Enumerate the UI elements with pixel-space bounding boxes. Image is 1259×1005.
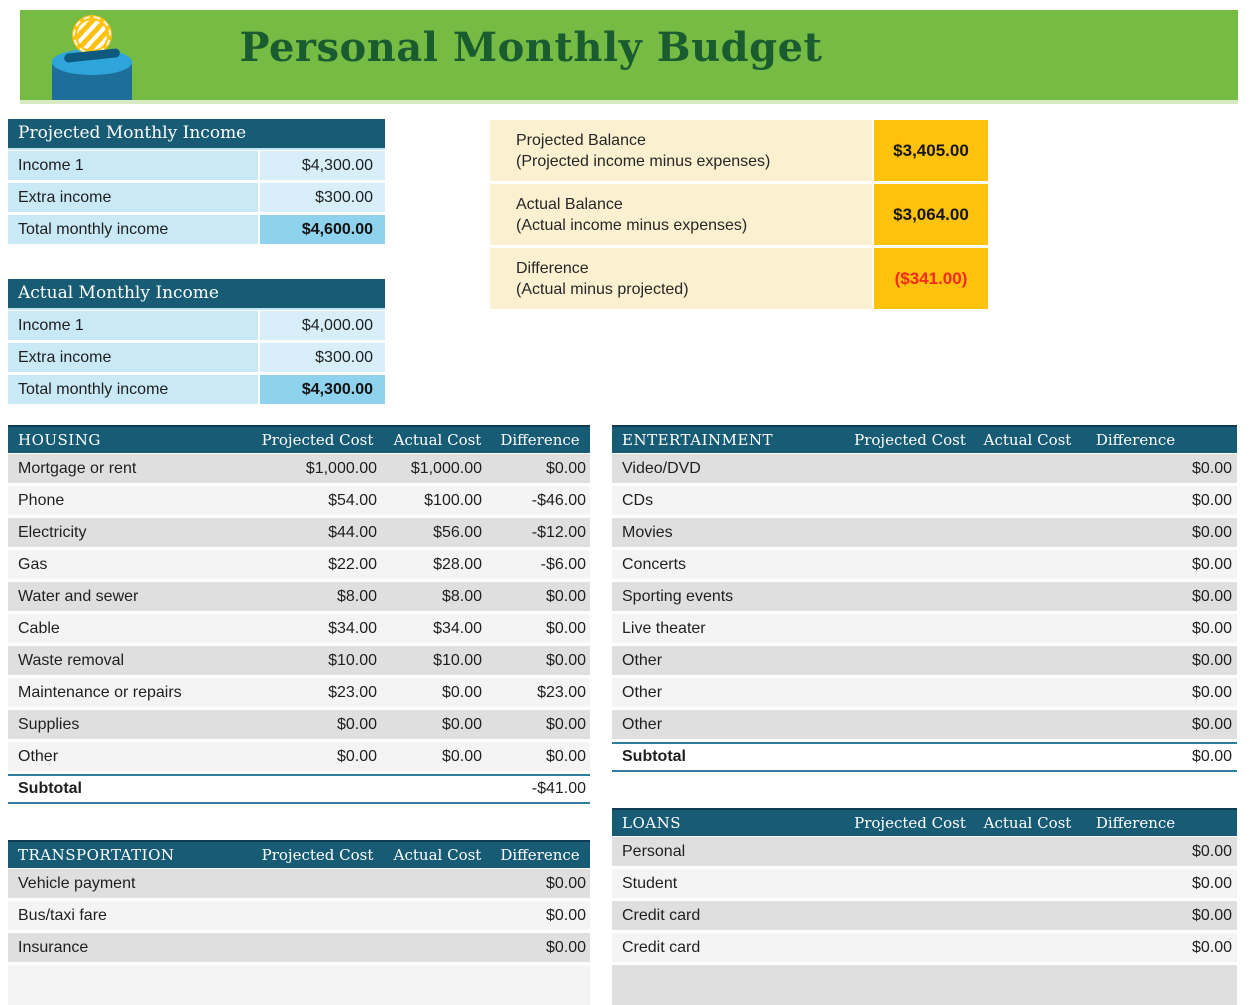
income-total-value-cell[interactable]: $4,300.00: [260, 375, 385, 404]
column-header-projected-cost: Projected Cost: [854, 814, 966, 832]
difference-cell[interactable]: $0.00: [545, 459, 586, 477]
balance-label: Projected Balance: [516, 132, 646, 149]
expense-row: [8, 678, 590, 707]
row-label-cell[interactable]: Other: [622, 651, 663, 669]
expense-row: [8, 582, 590, 611]
difference-cell[interactable]: $0.00: [1191, 491, 1232, 509]
difference-cell[interactable]: -$12.00: [531, 523, 586, 541]
income-row: [8, 343, 385, 372]
balance-value-cell[interactable]: ($341.00): [874, 248, 988, 309]
balance-value-cell[interactable]: $3,405.00: [874, 120, 988, 181]
housing-title: HOUSING: [18, 431, 101, 449]
expense-table-header: [8, 840, 590, 868]
expense-row: [8, 486, 590, 515]
income-total-value-cell[interactable]: $4,600.00: [260, 215, 385, 244]
difference-cell[interactable]: $0.00: [1191, 874, 1232, 892]
loans-table: [612, 808, 1237, 1005]
projected-income-header: Projected Monthly Income: [8, 119, 385, 150]
entertainment-table: [612, 425, 1237, 772]
actual-cost-cell[interactable]: $8.00: [441, 587, 482, 605]
difference-cell[interactable]: $0.00: [1191, 715, 1232, 733]
projected-cost-cell[interactable]: $22.00: [328, 555, 377, 573]
balance-summary-panel: [490, 120, 988, 312]
expense-row: [612, 454, 1237, 483]
projected-cost-cell[interactable]: $54.00: [328, 491, 377, 509]
income-value-cell[interactable]: $300.00: [260, 183, 385, 212]
difference-cell[interactable]: $0.00: [1191, 587, 1232, 605]
income-value-cell[interactable]: $300.00: [260, 343, 385, 372]
column-header-actual-cost: Actual Cost: [983, 431, 1072, 449]
difference-cell[interactable]: $0.00: [1191, 555, 1232, 573]
row-label-cell[interactable]: Other: [622, 683, 663, 701]
difference-cell[interactable]: $0.00: [545, 715, 586, 733]
row-label-cell[interactable]: Sporting events: [622, 587, 734, 605]
row-label-cell[interactable]: Electricity: [18, 523, 87, 541]
expense-row: [8, 646, 590, 675]
income-total-label-cell[interactable]: Total monthly income: [8, 215, 258, 244]
clipped-row: [8, 965, 590, 1005]
subtotal-label-cell[interactable]: Subtotal: [622, 748, 686, 765]
row-label-cell[interactable]: Mortgage or rent: [18, 459, 137, 477]
expense-row: [612, 550, 1237, 579]
row-label-cell[interactable]: Other: [622, 715, 663, 733]
column-header-actual-cost: Actual Cost: [983, 814, 1072, 832]
column-header-difference: Difference: [500, 431, 580, 449]
expense-table-header: [612, 808, 1237, 836]
row-label-cell[interactable]: Maintenance or repairs: [18, 683, 182, 701]
balance-label-cell[interactable]: [490, 120, 872, 181]
difference-cell[interactable]: $0.00: [545, 587, 586, 605]
row-label-cell[interactable]: Other: [18, 747, 59, 765]
row-label-cell[interactable]: Video/DVD: [622, 459, 701, 477]
column-header-projected-cost: Projected Cost: [261, 431, 374, 449]
title-banner: [20, 10, 1238, 104]
clipped-row: [612, 965, 1237, 1005]
difference-cell[interactable]: $0.00: [545, 747, 586, 765]
actual-income-header: Actual Monthly Income: [8, 279, 385, 310]
projected-income-table: [8, 119, 385, 247]
expense-row: [612, 486, 1237, 515]
difference-cell[interactable]: $0.00: [1191, 523, 1232, 541]
row-label-cell[interactable]: Live theater: [622, 619, 706, 637]
income-total-label-cell[interactable]: Total monthly income: [8, 375, 258, 404]
subtotal-difference-cell[interactable]: $0.00: [1191, 748, 1232, 765]
column-header-actual-cost: Actual Cost: [393, 846, 482, 864]
difference-cell[interactable]: $0.00: [1191, 906, 1232, 924]
row-label-cell[interactable]: Cable: [18, 619, 60, 637]
column-header-projected-cost: Projected Cost: [261, 846, 374, 864]
balance-row: [490, 248, 988, 309]
balance-label-cell[interactable]: [490, 248, 872, 309]
expense-row: [612, 901, 1237, 930]
subtotal-difference-cell[interactable]: -$41.00: [531, 780, 586, 797]
actual-cost-cell[interactable]: $28.00: [433, 555, 482, 573]
expense-row: [612, 678, 1237, 707]
row-label-cell[interactable]: Bus/taxi fare: [18, 906, 107, 924]
expense-row: [8, 933, 590, 962]
column-header-difference: Difference: [500, 846, 580, 864]
projected-cost-cell[interactable]: $34.00: [328, 619, 377, 637]
row-label-cell[interactable]: Credit card: [622, 906, 701, 924]
expense-row: [8, 742, 590, 771]
row-label-cell[interactable]: Phone: [18, 491, 65, 509]
expense-row: [8, 710, 590, 739]
row-label-cell[interactable]: CDs: [622, 491, 654, 509]
expense-row: [8, 454, 590, 483]
balance-value-cell[interactable]: $3,064.00: [874, 184, 988, 245]
expense-table-header: [8, 425, 590, 453]
actual-cost-cell[interactable]: $0.00: [441, 747, 482, 765]
difference-cell[interactable]: $0.00: [1191, 651, 1232, 669]
row-label-cell[interactable]: Vehicle payment: [18, 874, 136, 892]
difference-cell[interactable]: $0.00: [545, 619, 586, 637]
actual-cost-cell[interactable]: $56.00: [433, 523, 482, 541]
difference-cell[interactable]: -$46.00: [531, 491, 586, 509]
column-header-difference: Difference: [1095, 814, 1176, 832]
balance-row: [490, 184, 988, 245]
entertainment-title: ENTERTAINMENT: [622, 431, 774, 449]
income-label-cell[interactable]: Income 1: [8, 311, 258, 340]
income-value-cell[interactable]: $4,000.00: [260, 311, 385, 340]
row-label-cell[interactable]: Water and sewer: [18, 587, 139, 605]
balance-label-cell[interactable]: [490, 184, 872, 245]
expense-row: [8, 614, 590, 643]
expense-row: [8, 550, 590, 579]
subtotal-row: [8, 774, 590, 804]
balance-sublabel: (Projected income minus expenses): [516, 153, 771, 170]
column-header-projected-cost: Projected Cost: [854, 431, 966, 449]
expense-row: [612, 582, 1237, 611]
actual-cost-cell[interactable]: $1,000.00: [410, 459, 482, 477]
difference-cell[interactable]: -$6.00: [540, 555, 586, 573]
difference-cell[interactable]: $0.00: [1191, 938, 1232, 956]
expense-row: [612, 837, 1237, 866]
projected-cost-cell[interactable]: $8.00: [336, 587, 377, 605]
income-total-row: [8, 215, 385, 244]
income-total-row: [8, 375, 385, 404]
expense-table-header: [612, 425, 1237, 453]
actual-cost-cell[interactable]: $0.00: [441, 683, 482, 701]
projected-cost-cell[interactable]: $0.00: [336, 715, 377, 733]
transportation-title: TRANSPORTATION: [18, 846, 175, 864]
difference-cell[interactable]: $23.00: [537, 683, 586, 701]
difference-cell[interactable]: $0.00: [545, 906, 586, 924]
balance-label: Actual Balance: [516, 196, 623, 213]
income-label-cell[interactable]: Income 1: [8, 151, 258, 180]
housing-table: [8, 425, 590, 804]
projected-cost-cell[interactable]: $10.00: [328, 651, 377, 669]
row-label-cell[interactable]: Concerts: [622, 555, 687, 573]
subtotal-label-cell[interactable]: Subtotal: [18, 780, 82, 797]
income-row: [8, 151, 385, 180]
page-title: Personal Monthly Budget: [239, 24, 823, 71]
subtotal-row: [612, 742, 1237, 772]
actual-income-table: [8, 279, 385, 407]
actual-cost-cell[interactable]: $100.00: [424, 491, 482, 509]
column-header-difference: Difference: [1095, 431, 1176, 449]
row-label-cell[interactable]: Waste removal: [18, 651, 125, 669]
row-label-cell[interactable]: Gas: [18, 555, 48, 573]
row-label-cell[interactable]: Supplies: [18, 715, 80, 733]
income-value-cell[interactable]: $4,300.00: [260, 151, 385, 180]
income-row: [8, 183, 385, 212]
expense-row: [612, 646, 1237, 675]
difference-cell[interactable]: $0.00: [545, 938, 586, 956]
row-label-cell[interactable]: Student: [622, 874, 678, 892]
actual-cost-cell[interactable]: $10.00: [433, 651, 482, 669]
balance-row: [490, 120, 988, 181]
balance-label: Difference: [516, 260, 589, 277]
row-label-cell[interactable]: Insurance: [18, 938, 89, 956]
balance-sublabel: (Actual minus projected): [516, 281, 689, 298]
actual-cost-cell[interactable]: $0.00: [441, 715, 482, 733]
expense-row: [612, 933, 1237, 962]
loans-title: LOANS: [622, 814, 681, 832]
difference-cell[interactable]: $0.00: [1191, 459, 1232, 477]
projected-cost-cell[interactable]: $44.00: [328, 523, 377, 541]
expense-row: [8, 901, 590, 930]
difference-cell[interactable]: $0.00: [1191, 842, 1232, 860]
projected-cost-cell[interactable]: $0.00: [336, 747, 377, 765]
difference-cell[interactable]: $0.00: [545, 651, 586, 669]
income-label-cell[interactable]: Extra income: [8, 343, 258, 372]
projected-cost-cell[interactable]: $23.00: [328, 683, 377, 701]
expense-row: [612, 869, 1237, 898]
row-label-cell[interactable]: Credit card: [622, 938, 701, 956]
difference-cell[interactable]: $0.00: [545, 874, 586, 892]
expense-row: [612, 710, 1237, 739]
row-label-cell[interactable]: Movies: [622, 523, 673, 541]
projected-cost-cell[interactable]: $1,000.00: [305, 459, 377, 477]
row-label-cell[interactable]: Personal: [622, 842, 686, 860]
difference-cell[interactable]: $0.00: [1191, 619, 1232, 637]
expense-row: [612, 518, 1237, 547]
expense-row: [8, 869, 590, 898]
transportation-table: [8, 840, 590, 1005]
balance-sublabel: (Actual income minus expenses): [516, 217, 748, 234]
actual-cost-cell[interactable]: $34.00: [433, 619, 482, 637]
expense-row: [8, 518, 590, 547]
income-row: [8, 311, 385, 340]
difference-cell[interactable]: $0.00: [1191, 683, 1232, 701]
column-header-actual-cost: Actual Cost: [393, 431, 482, 449]
expense-row: [612, 614, 1237, 643]
income-label-cell[interactable]: Extra income: [8, 183, 258, 212]
